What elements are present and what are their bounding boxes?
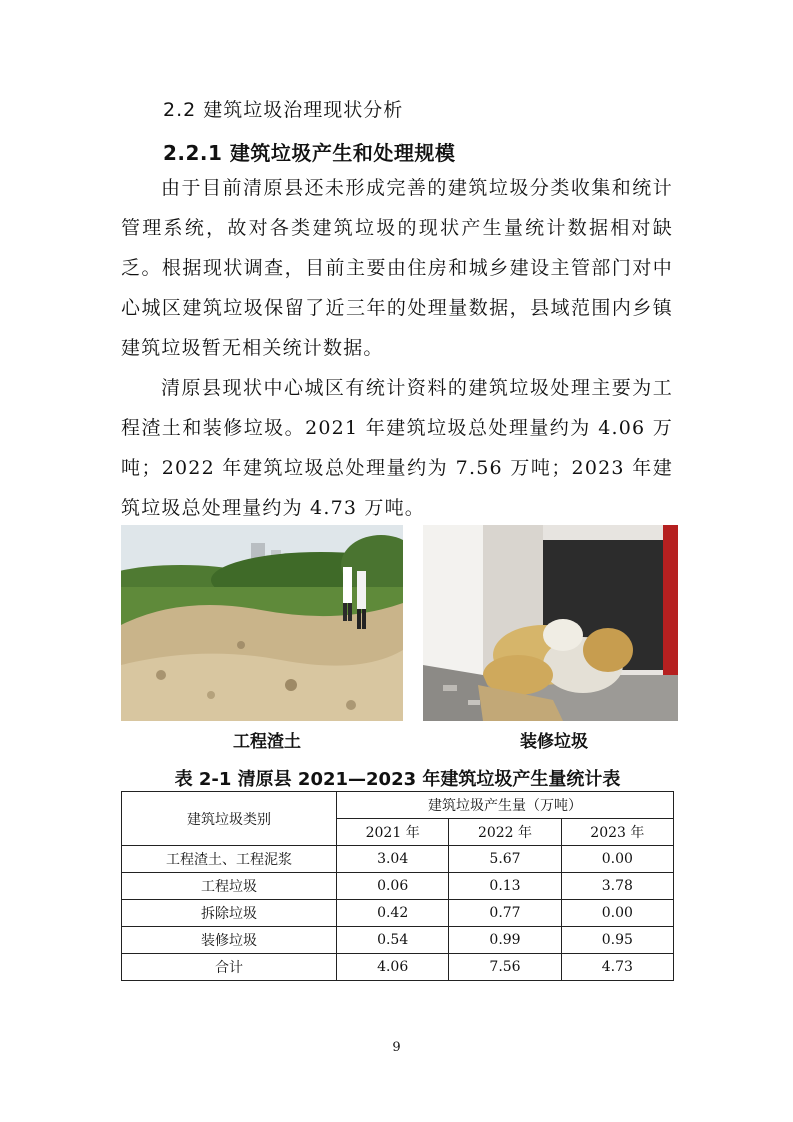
photo-caption-spoil: 工程渣土 [233, 732, 301, 752]
row-value: 0.00 [561, 900, 673, 927]
table-row [122, 873, 674, 900]
row-value: 5.67 [449, 846, 561, 873]
table-row [122, 927, 674, 954]
paragraph-1: 由于目前清原县还未形成完善的建筑垃圾分类收集和统计管理系统，故对各类建筑垃圾的现状产生量统计数据相对缺乏。根据现状调查，目前主要由住房和城乡建设主管部门对中心城区建筑垃圾保留了近三年的处理量数据，县域范围内乡镇建筑垃圾暂无相关统计数据。 [121, 177, 673, 359]
year-header: 2022 年 [449, 819, 561, 846]
subsection-heading: 2.2.1 建筑垃圾产生和处理规模 [163, 141, 456, 165]
row-value: 4.73 [561, 954, 673, 981]
year-header: 2023 年 [561, 819, 673, 846]
table-title: 表 2-1 清原县 2021—2023 年建筑垃圾产生量统计表 [174, 769, 621, 790]
photo-caption-renovation: 装修垃圾 [520, 732, 588, 752]
row-value: 0.54 [337, 927, 449, 954]
row-value: 3.78 [561, 873, 673, 900]
row-category: 装修垃圾 [122, 927, 337, 954]
construction-spoil-photo [121, 525, 403, 721]
table-row [122, 900, 674, 927]
year-header: 2021 年 [337, 819, 449, 846]
row-category: 合计 [122, 954, 337, 981]
row-value: 0.06 [337, 873, 449, 900]
row-value: 0.99 [449, 927, 561, 954]
row-value: 7.56 [449, 954, 561, 981]
row-value: 0.00 [561, 846, 673, 873]
amount-group-header: 建筑垃圾产生量（万吨） [337, 792, 674, 819]
category-header: 建筑垃圾类别 [122, 792, 337, 846]
waste-statistics-table [121, 791, 674, 981]
section-heading: 2.2 建筑垃圾治理现状分析 [163, 99, 404, 121]
paragraph-2: 清原县现状中心城区有统计资料的建筑垃圾处理主要为工程渣土和装修垃圾。2021 年建筑垃圾总处理量约为 4.06 万吨；2022 年建筑垃圾总处理量约为 7.56 万吨；2023 年建筑垃圾总处理量约为 4.73 万吨。 [121, 377, 673, 519]
row-value: 0.77 [449, 900, 561, 927]
row-value: 0.13 [449, 873, 561, 900]
row-value: 0.95 [561, 927, 673, 954]
table-total-row [122, 954, 674, 981]
renovation-waste-photo [423, 525, 678, 721]
row-value: 0.42 [337, 900, 449, 927]
page-number: 9 [392, 1040, 401, 1055]
table-header-row [122, 792, 674, 819]
row-category: 工程垃圾 [122, 873, 337, 900]
row-category: 工程渣土、工程泥浆 [122, 846, 337, 873]
table-row [122, 846, 674, 873]
row-value: 3.04 [337, 846, 449, 873]
row-value: 4.06 [337, 954, 449, 981]
row-category: 拆除垃圾 [122, 900, 337, 927]
